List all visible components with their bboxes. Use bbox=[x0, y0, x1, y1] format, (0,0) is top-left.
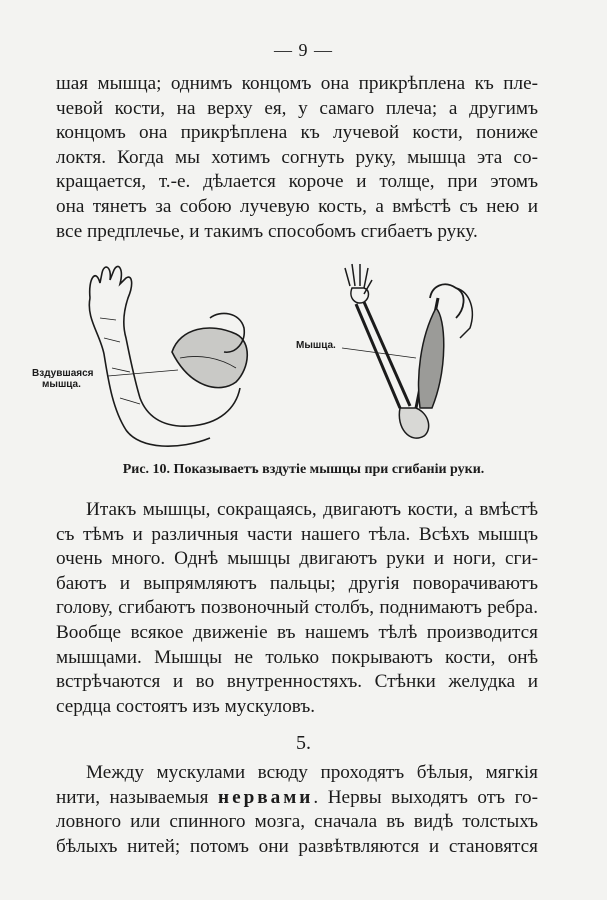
text-line: все предплечье, и такимъ способомъ сгибаетъ руку. bbox=[56, 220, 478, 242]
text-line: Вообще всякое движеніе въ нашемъ тѣлѣ производится bbox=[56, 621, 538, 643]
text-line: Между мускулами всюду проходятъ бѣлыя, мягкія bbox=[86, 762, 538, 783]
paragraph-muscles bbox=[56, 498, 538, 719]
text-line: чевой кости, на верху ея, у самаго плеча; а другимъ bbox=[56, 97, 538, 119]
text-line: шая мышца; однимъ концомъ она прикрѣплена къ пле- bbox=[56, 73, 538, 94]
arm-illustration bbox=[60, 258, 550, 458]
text-fragment: . Нервы выходятъ отъ го- bbox=[313, 786, 538, 808]
paragraph-nerves bbox=[56, 761, 538, 859]
flexed-arm-drawing bbox=[89, 266, 247, 446]
figure-caption: Рис. 10. Показываетъ вздутіе мышцы при сгибаніи руки. bbox=[122, 462, 485, 477]
text-line: Итакъ мышцы, сокращаясь, двигаютъ кости, а вмѣстѣ bbox=[86, 499, 538, 520]
text-line: очень много. Однѣ мышцы двигаютъ руки и ноги, сги- bbox=[56, 548, 538, 570]
section-number: 5. bbox=[296, 732, 311, 754]
text-line: съ тѣмъ и различныя части нашего тѣла. Всѣхъ мышцъ bbox=[56, 523, 538, 545]
label-line: мышца. bbox=[42, 379, 81, 390]
text-line: локтя. Когда мы хотимъ согнуть руку, мышца эта со- bbox=[56, 146, 538, 168]
text-line: баютъ и выпрямляютъ пальцы; другія поворачиваютъ bbox=[56, 572, 538, 594]
text-line: встрѣчаются и во внутренностяхъ. Стѣнки желудка и bbox=[56, 671, 538, 693]
emphasized-term: нервами bbox=[218, 786, 314, 808]
text-line: сердца состоятъ изъ мускуловъ. bbox=[56, 695, 316, 717]
text-line: она тянетъ за собою лучевую кость, а вмѣстѣ съ нею и bbox=[56, 195, 538, 217]
figure-arm-muscles bbox=[32, 258, 550, 458]
text-line: бѣлыхъ нитей; потомъ они развѣтвляются и становятся bbox=[56, 835, 538, 857]
leader-line bbox=[108, 370, 178, 376]
figure-label-right: Мышца. bbox=[296, 340, 336, 351]
figure-label-left bbox=[32, 368, 94, 390]
text-line bbox=[56, 786, 538, 811]
text-line: мышцами. Мышцы не только покрываютъ кости, онѣ bbox=[56, 646, 538, 668]
label-line: Вздувшаяся bbox=[32, 368, 94, 379]
page-number: — 9 — bbox=[274, 40, 333, 60]
text-line: концомъ она прикрѣплена къ лучевой кости, пониже bbox=[56, 122, 538, 144]
text-line: голову, сгибаютъ позвоночный столбъ, поднимаютъ ребра. bbox=[56, 597, 538, 619]
paragraph-biceps bbox=[56, 72, 538, 244]
text-fragment: нити, называемыя bbox=[56, 786, 209, 808]
text-line: ловного или спинного мозга, сначала въ видѣ толстыхъ bbox=[56, 811, 538, 833]
text-line: кращается, т.-е. дѣлается короче и толще, при этомъ bbox=[56, 171, 538, 193]
